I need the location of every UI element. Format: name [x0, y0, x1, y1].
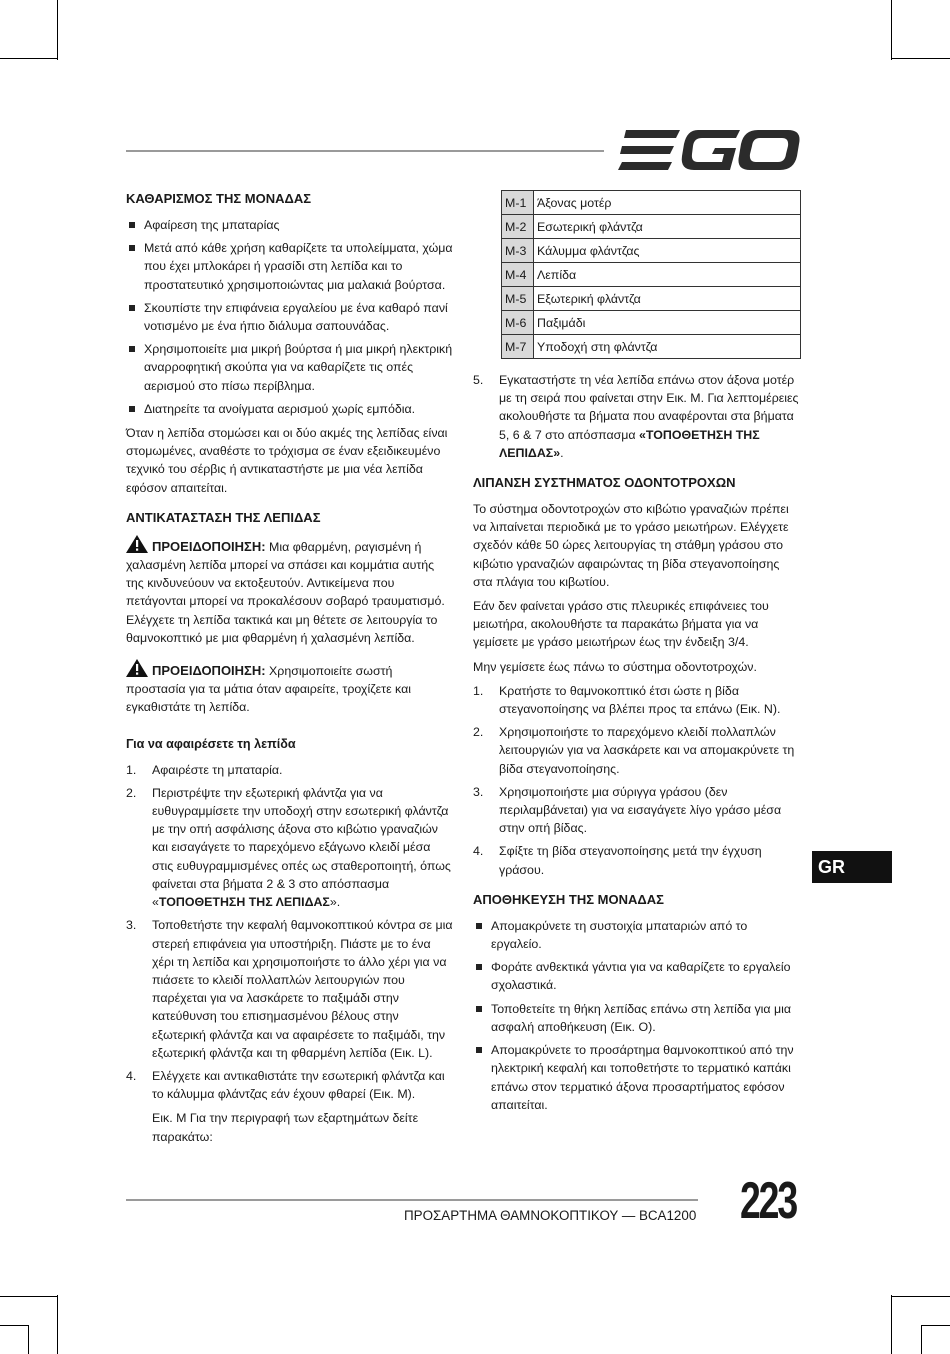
remove-steps [126, 761, 454, 1104]
crop-mark [891, 1296, 950, 1297]
table-row: M-1 Άξονας μοτέρ [502, 191, 801, 215]
left-column [126, 190, 454, 1152]
warning-block-1 [126, 535, 454, 647]
list-item: 4. Ελέγχετε και αντικαθιστάτε την εσωτερική φλάντζα και το κάλυμμα φλάντζας εάν έχουν φθαρεί (Εικ. M). [126, 1068, 445, 1102]
crop-mark [0, 58, 58, 59]
table-row: M-5 Εξωτερική φλάντζα [502, 287, 801, 311]
warning-label: ΠΡΟΕΙΔΟΠΟΙΗΣΗ: [152, 538, 266, 554]
parts-table [501, 190, 801, 359]
warning-text: Χρησιμοποιείτε σωστή προστασία για τα μάτια όταν αφαιρείτε, τροχίζετε και εγκαθιστάτε τη λεπίδα. [126, 664, 412, 715]
crop-mark [0, 1296, 58, 1297]
cleaning-heading: ΚΑΘΑΡΙΣΜΟΣ ΤΗΣ ΜΟΝΑΔΑΣ [126, 191, 312, 206]
storage-list [473, 917, 801, 1114]
table-row: M-2 Εσωτερική φλάντζα [502, 215, 801, 239]
lubrication-paragraph: Μην γεμίσετε έως πάνω το σύστημα οδοντοτροχών. [473, 659, 757, 674]
crop-mark [57, 1295, 58, 1354]
list-item: 3. Χρησιμοποιήστε μια σύριγγα γράσου (δεν περιλαμβάνεται) για να εισαγάγετε λίγο γράσο μέσα στην οπή βίδας. [473, 784, 782, 836]
list-item: 1. Κρατήστε το θαμνοκοπτικό έτσι ώστε η βίδα στεγανοποίησης να βλέπει προς τα επάνω (Εικ. N). [473, 683, 781, 717]
table-row: M-7 Υποδοχή στη φλάντζα [502, 335, 801, 359]
sharpening-paragraph: Όταν η λεπίδα στομώσει και οι δύο ακμές της λεπίδας είναι στομωμένες, αναθέστε το τρόχισμα σε έναν εξειδικευμένο τεχνικό του σέρβις ή αντικαταστήστε με μια νέα λεπίδα εφόσον απαιτείται. [126, 426, 448, 495]
footer-title: ΠΡΟΣΑΡΤΗΜΑ ΘΑΜΝΟΚΟΠΤΙΚΟΥ — BCA1200 [404, 1208, 697, 1223]
figure-note: Εικ. M Για την περιγραφή των εξαρτημάτων δείτε παρακάτω: [152, 1111, 419, 1144]
list-item: 4. Σφίξτε τη βίδα στεγανοποίησης μετά την έγχυση γράσου. [473, 844, 762, 877]
list-item: 2. Χρησιμοποιήστε το παρεχόμενο κλειδί πολλαπλών λειτουργιών για να λασκάρετε και να απομακρύνετε τη βίδα στεγανοποίησης. [473, 725, 795, 776]
crop-mark [891, 1295, 892, 1354]
list-item: Μετά από κάθε χρήση καθαρίζετε τα υπολείμματα, χώμα που έχει μπλοκάρει ή γρασίδι στη λεπίδα και το προστατευτικό χρησιμοποιώντας μια μαλακιά βούρτσα. [126, 239, 454, 294]
table-row: M-3 Κάλυμμα φλάντζας [502, 239, 801, 263]
warning-triangle-icon [126, 659, 148, 677]
list-item: 5. Εγκαταστήστε τη νέα λεπίδα επάνω στον άξονα μοτέρ με τη σειρά που φαίνεται στην Εικ. M. Για λεπτομέρειες ακολουθήστε τα βήματα που αναφέρονται στα βήματα 5, 6 & 7 στο απόσπασμα «ΤΟΠΟΘΕΤΗΣΗ ΤΗΣ ΛΕΠΙΔΑΣ». [473, 373, 799, 460]
table-row: M-6 Παξιμάδι [502, 311, 801, 335]
lubrication-heading: ΛΙΠΑΝΣΗ ΣΥΣΤΗΜΑΤΟΣ ΟΔΟΝΤΟΤΡΟΧΩΝ [473, 475, 736, 491]
lubrication-steps [473, 682, 801, 879]
warning-triangle-icon [126, 535, 148, 553]
list-item: Φοράτε ανθεκτικά γάντια για να καθαρίζετε το εργαλείο σχολαστικά. [473, 958, 801, 994]
list-item: 2. Περιστρέψτε την εξωτερική φλάντζα για να ευθυγραμμίσετε την υποδοχή στην εσωτερική φλάντζα με την οπή ασφάλισης άξονα στο κιβώτιο γραναζιών και εισαγάγετε το παρεχόμενο εξάγωνο κλειδί μέσα στις ευθυγραμμισμένες οπές ως σταθεροποιητή, όπως φαίνεται στα βήματα 2 & 3 στο απόσπασμα «ΤΟΠΟΘΕΤΗΣΗ ΤΗΣ ΛΕΠΙΔΑΣ». [126, 785, 451, 910]
cleaning-list [126, 216, 454, 418]
ego-logo [618, 128, 800, 172]
list-item: Απομακρύνετε τη συστοιχία μπαταριών από το εργαλείο. [473, 917, 801, 953]
lubrication-paragraph: Εάν δεν φαίνεται γράσο στις πλευρικές επιφάνειες του μειωτήρα, ακολουθήστε τα παρακάτω βήματα για να γεμίσετε με γράσο μειωτήρων έως την ένδειξη 3/4. [473, 599, 769, 650]
footer-rule [126, 1199, 698, 1201]
list-item: Χρησιμοποιείτε μια μικρή βούρτσα ή μια μικρή ηλεκτρική αναρροφητική σκούπα για να καθαρίζετε τις οπές αερισμού στο πίσω περίβλημα. [126, 340, 454, 395]
install-step [473, 371, 801, 462]
crop-mark [891, 0, 892, 60]
warning-text: Μια φθαρμένη, ραγισμένη ή χαλασμένη λεπίδα μπορεί να σπάσει και κομμάτια αυτής της κινδυνεύουν να εκτοξευτούν. Αντικείμενα που πετάγονται μπορεί να προκαλέσουν σοβαρό τραυματισμό. Ελέγχετε τη λεπίδα τακτικά και μη θέτετε σε λειτουργία το θαμνοκοπτικό με μια φθαρμένη ή χαλασμένη λεπίδα. [126, 539, 445, 645]
list-item: Απομακρύνετε το προσάρτημα θαμνοκοπτικού από την ηλεκτρική κεφαλή και τοποθετήστε το τερματικό καπάκι επάνω στον τερματικό άξονα προσαρτήματος εφόσον απαιτείται. [473, 1041, 801, 1114]
right-column [473, 190, 801, 1120]
crop-mark [57, 0, 58, 60]
header-rule [126, 150, 604, 152]
lubrication-paragraph: Το σύστημα οδοντοτροχών στο κιβώτιο γραναζιών πρέπει να λιπαίνεται περιοδικά με το γράσο μειωτήρων. Ελέγχετε σχεδόν κάθε 50 ώρες λειτουργίας τη στάθμη γράσου στο κιβώτιο γραναζιών αφαιρώντας τη βίδα στεγανοποίησης στα πλάγια του κιβωτίου. [473, 502, 789, 589]
page-number: 223 [740, 1172, 796, 1230]
replacement-heading: ΑΝΤΙΚΑΤΑΣΤΑΣΗ ΤΗΣ ΛΕΠΙΔΑΣ [126, 509, 321, 525]
warning-label: ΠΡΟΕΙΔΟΠΟΙΗΣΗ: [152, 663, 266, 679]
warning-block-2 [126, 659, 454, 717]
crop-mark [921, 1325, 922, 1354]
table-row: M-4 Λεπίδα [502, 263, 801, 287]
crop-mark [0, 1325, 28, 1326]
storage-heading: ΑΠΟΘΗΚΕΥΣΗ ΤΗΣ ΜΟΝΑΔΑΣ [473, 891, 664, 907]
language-tab: GR [812, 851, 892, 883]
remove-blade-heading: Για να αφαιρέσετε τη λεπίδα [126, 736, 296, 751]
list-item: Διατηρείτε τα ανοίγματα αερισμού χωρίς εμπόδια. [126, 400, 454, 418]
list-item: Σκουπίστε την επιφάνεια εργαλείου με ένα καθαρό πανί νοτισμένο με ένα ήπιο διάλυμα σαπουνάδας. [126, 299, 454, 335]
crop-mark [891, 58, 950, 59]
crop-mark [28, 1325, 29, 1354]
crop-mark [921, 1325, 950, 1326]
list-item: Τοποθετείτε τη θήκη λεπίδας επάνω στη λεπίδα για μια ασφαλή αποθήκευση (Εικ. O). [473, 1000, 801, 1036]
list-item: 3. Τοποθετήστε την κεφαλή θαμνοκοπτικού κόντρα σε μια στερεή επιφάνεια για υποστήριξη. Πιάστε με το ένα χέρι τη λεπίδα και χρησιμοποιήστε το άλλο χέρι για να πιάσετε το κλειδί πολλαπλών λειτουργιών που παρέχεται για να λασκάρετε το παξιμάδι στην κατεύθυνση του επισημασμένου βέλους στην εξωτερική φλάντζα και να αφαιρέσετε το παξιμάδι, την εξωτερική φλάντζα και τη φθαρμένη λεπίδα (Εικ. L). [126, 918, 453, 1060]
list-item: Αφαίρεση της μπαταρίας [126, 216, 454, 234]
list-item: 1. Αφαιρέστε τη μπαταρία. [126, 762, 283, 777]
